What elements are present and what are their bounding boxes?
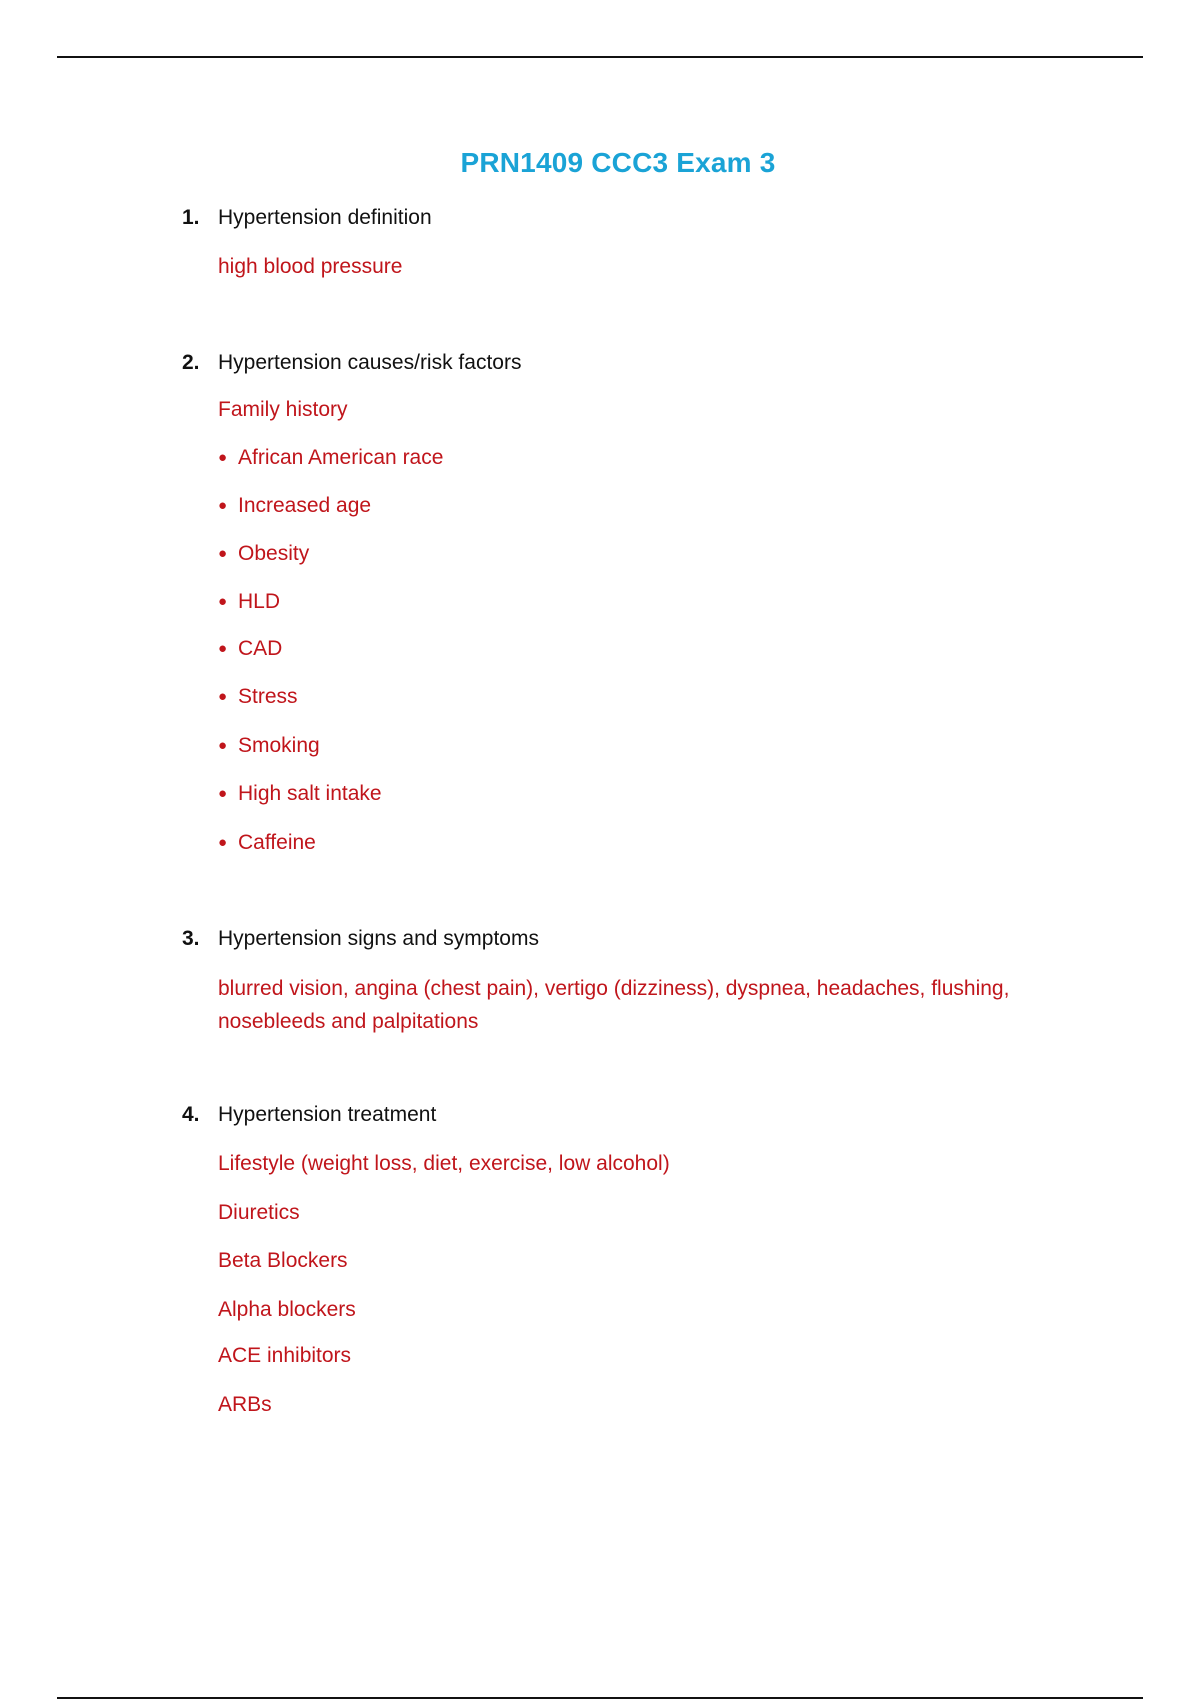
answer-text: Family history (218, 398, 348, 421)
treatment-item: Diuretics (218, 1201, 300, 1224)
bullet-icon: ● (218, 449, 228, 466)
bottom-rule (57, 1697, 1143, 1699)
bullet-icon: ● (218, 545, 228, 562)
bullet-icon: ● (218, 497, 228, 514)
question-text: Hypertension definition (218, 206, 432, 229)
question-2 (182, 348, 1082, 378)
top-rule (57, 56, 1143, 58)
risk-factor-label: High salt intake (238, 782, 382, 805)
question-number: 1. (182, 206, 200, 229)
risk-factor-label: Obesity (238, 542, 310, 565)
bullet-icon: ● (218, 737, 228, 754)
risk-factor-label: African American race (238, 446, 444, 469)
question-number: 4. (182, 1103, 200, 1126)
risk-factor-label: Stress (238, 685, 298, 708)
question-text: Hypertension treatment (218, 1103, 437, 1126)
risk-factor-item (218, 489, 1068, 522)
question-4 (182, 1100, 1082, 1130)
risk-factor-label: HLD (238, 590, 281, 613)
bullet-icon: ● (218, 834, 228, 851)
question-text: Hypertension signs and symptoms (218, 927, 539, 950)
risk-factor-item (218, 777, 1068, 810)
risk-factor-label: Smoking (238, 734, 320, 757)
treatment-item: ARBs (218, 1393, 272, 1416)
answer-text: high blood pressure (218, 255, 403, 278)
question-number: 3. (182, 927, 200, 950)
document-title: PRN1409 CCC3 Exam 3 (460, 147, 776, 178)
risk-factor-label: Caffeine (238, 831, 316, 854)
treatment-item: ACE inhibitors (218, 1344, 352, 1367)
risk-factor-item (218, 632, 1068, 665)
risk-factor-label: CAD (238, 637, 283, 660)
treatment-item: Alpha blockers (218, 1298, 356, 1321)
question-3 (182, 924, 1082, 954)
risk-factor-item (218, 826, 1068, 859)
risk-factor-item (218, 537, 1068, 570)
risk-factor-item (218, 441, 1068, 474)
risk-factor-item (218, 585, 1068, 618)
risk-factor-item (218, 680, 1068, 713)
risk-factor-item (218, 729, 1068, 762)
treatment-item: Beta Blockers (218, 1249, 348, 1272)
bullet-icon: ● (218, 593, 228, 610)
question-1 (182, 203, 1082, 233)
treatment-item: Lifestyle (weight loss, diet, exercise, low alcohol) (218, 1152, 670, 1175)
risk-factor-label: Increased age (238, 494, 372, 517)
question-text: Hypertension causes/risk factors (218, 351, 522, 374)
bullet-icon: ● (218, 785, 228, 802)
answer-text: blurred vision, angina (chest pain), vertigo (dizziness), dyspnea, headaches, flushing, nosebleeds and palpitations (218, 977, 1010, 1033)
bullet-icon: ● (218, 688, 228, 705)
question-number: 2. (182, 351, 200, 374)
bullet-icon: ● (218, 640, 228, 657)
